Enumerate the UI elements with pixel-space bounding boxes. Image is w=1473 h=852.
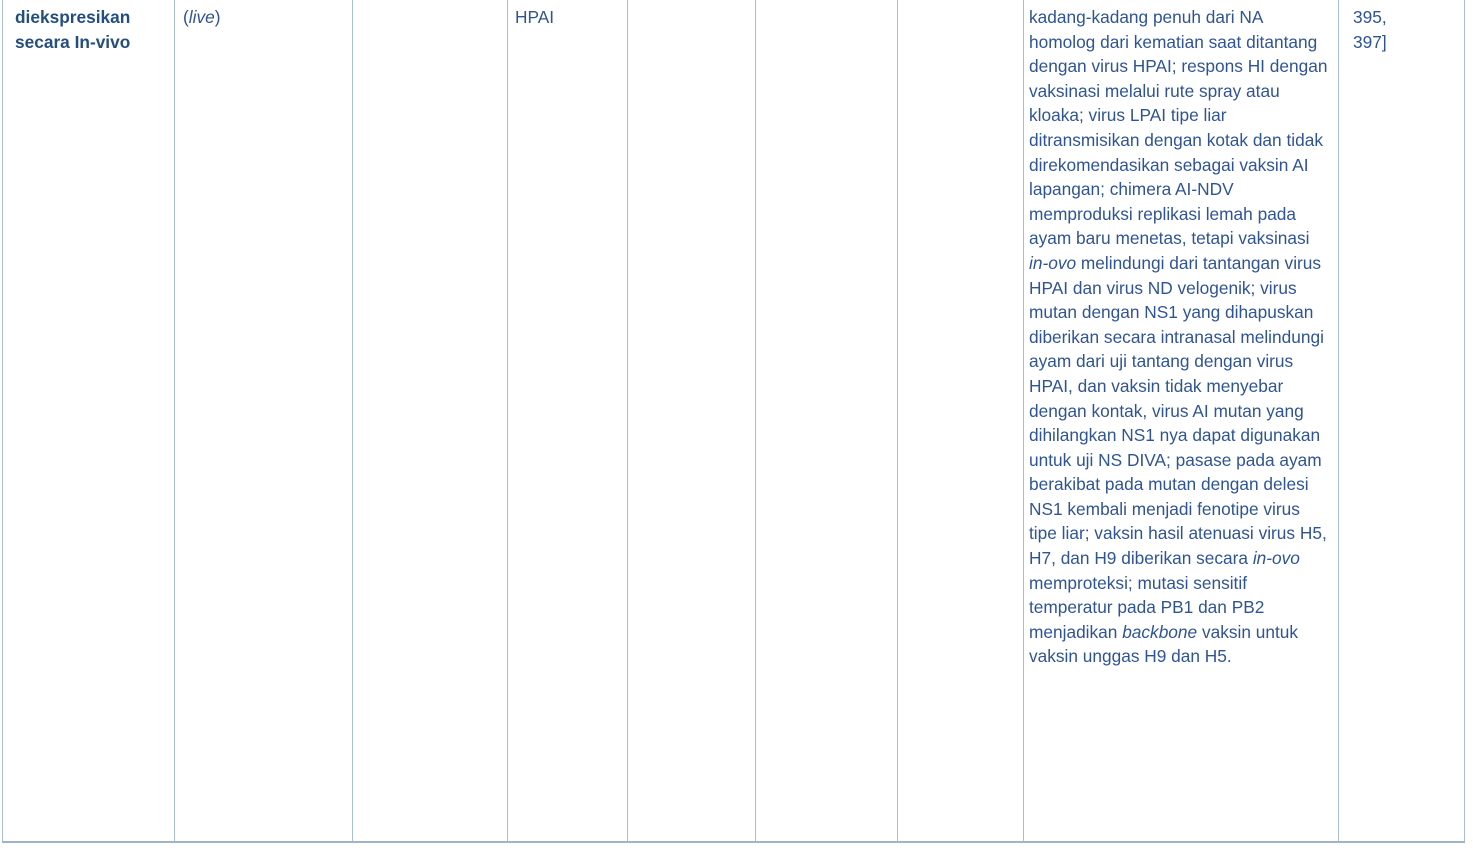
cell-empty-6 bbox=[755, 0, 897, 841]
table-row bbox=[2, 0, 1465, 843]
cell-empty-7 bbox=[897, 0, 1023, 841]
cell-notes: kadang-kadang penuh dari NA homolog dari kematian saat ditantang dengan virus HPAI; respons HI dengan vaksinasi melalui rute spray atau kloaka; virus LPAI tipe liar ditransmisikan dengan kotak dan tidak direkomendasikan sebagai vaksin AI lapangan; chimera AI-NDV memproduksi replikasi lemah pada ayam baru menetas, tetapi vaksinasi in-ovo melindungi dari tantangan virus HPAI dan virus ND velogenik; virus mutan dengan NS1 yang dihapuskan diberikan secara intranasal melindungi ayam dari uji tantang dengan virus HPAI, dan vaksin tidak menyebar dengan kontak, virus AI mutan yang dihilangkan NS1 nya dapat digunakan untuk uji NS DIVA; pasase pada ayam berakibat pada mutan dengan delesi NS1 kembali menjadi fenotipe virus tipe liar; vaksin hasil atenuasi virus H5, H7, dan H9 diberikan secara in-ovo memproteksi; mutasi sensitif temperatur pada PB1 dan PB2 menjadikan backbone vaksin untuk vaksin unggas H9 dan H5. bbox=[1023, 0, 1338, 841]
cell-target-virus: HPAI bbox=[507, 0, 627, 841]
cell-empty-3 bbox=[352, 0, 507, 841]
cell-empty-5 bbox=[627, 0, 755, 841]
cell-vaccine-type: (live) bbox=[174, 0, 352, 841]
cell-vaccine-expression: diekspresikan secara In-vivo bbox=[2, 0, 174, 841]
cell-references: 395, 397] bbox=[1338, 0, 1465, 841]
